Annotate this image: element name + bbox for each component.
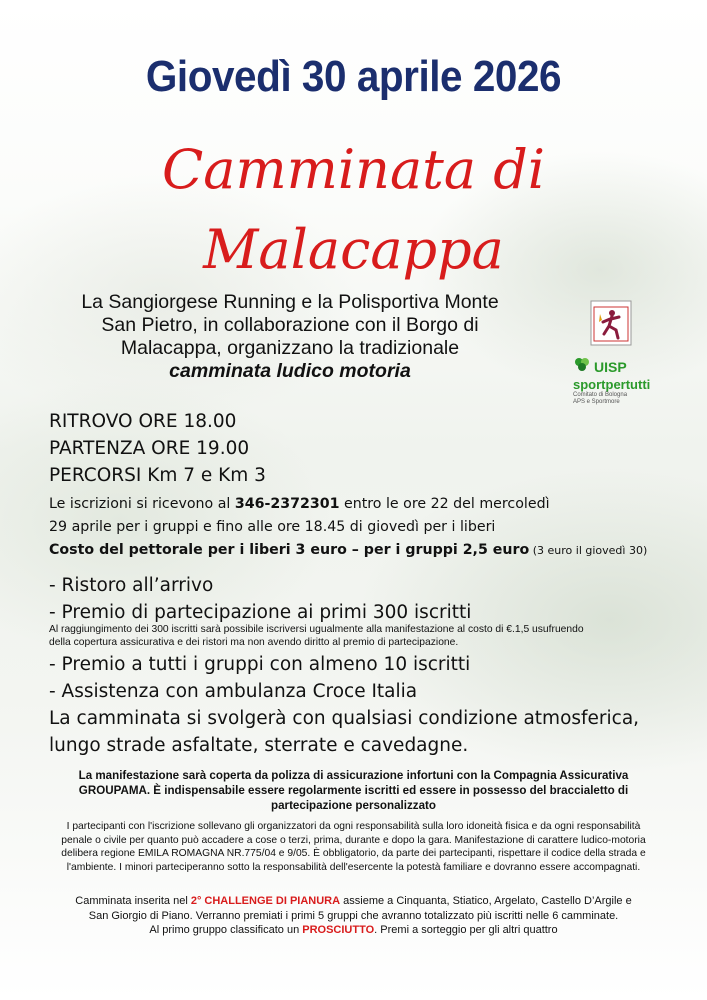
challenge-notice <box>30 894 677 938</box>
service-ambulanza: - Assistenza con ambulanza Croce Italia <box>49 681 418 702</box>
registration-block <box>49 493 679 562</box>
price-note: (3 euro il giovedì 30) <box>529 544 648 557</box>
intro-line1: La Sangiorgese Running e la Polisportiva Monte <box>81 291 499 313</box>
event-title-line1: Camminata di <box>161 138 546 201</box>
schedule-block <box>49 408 679 489</box>
insurance-notice <box>30 768 677 813</box>
uisp-sportpertutti: sportpertutti <box>573 377 651 392</box>
event-title-line2: Malacappa <box>203 218 504 281</box>
insurance-line2: GROUPAMA. È indispensabile essere regolarmente iscritti ed essere in possesso del braccialetto di <box>78 784 629 797</box>
intro-paragraph <box>40 291 540 383</box>
challenge-line1: Camminata inserita nel 2° CHALLENGE DI PIANURA assieme a Cinquanta, Stiatico, Argelato, Castello D’Argile e <box>75 895 632 907</box>
disclaimer-line2: penale o civile per quanto può accadere a cose o terzi, prima, durante e dopo la gara. Manifestazione di carattere ludico-motoria <box>61 834 646 846</box>
challenge-line2: San Giorgio di Piano. Verranno premiati i primi 5 gruppi che avranno totalizzato più iscritti nelle 6 camminate. <box>88 909 619 922</box>
service-gruppi: - Premio a tutti i gruppi con almeno 10 iscritti <box>49 654 471 675</box>
uisp-wordmark: UISP <box>594 358 627 375</box>
insurance-line3: partecipazione personalizzato <box>271 799 436 812</box>
running-club-logo <box>590 300 632 346</box>
intro-line2: San Pietro, in collaborazione con il Borgo di <box>101 314 479 336</box>
disclaimer-line1: I partecipanti con l'iscrizione sollevano gli organizzatori da ogni responsabilità sulla loro idoneità fisica e da ogni responsabilità <box>66 821 641 832</box>
uisp-subtitle-2: APS e Sportmore <box>573 399 620 405</box>
registration-line2: 29 aprile per i gruppi e fino alle ore 18.45 di giovedì per i liberi <box>49 519 496 535</box>
weather-line1: La camminata si svolgerà con qualsiasi condizione atmosferica, <box>49 708 640 729</box>
price-text: Costo del pettorale per i liberi 3 euro – per i gruppi 2,5 euro <box>49 542 530 558</box>
event-date: Giovedì 30 aprile 2026 <box>145 52 562 101</box>
service-premio: - Premio di partecipazione ai primi 300 iscritti <box>49 602 472 623</box>
challenge-line3: Al primo gruppo classificato un PROSCIUTTO. Premi a sorteggio per gli altri quattro <box>149 924 558 936</box>
price-line <box>49 539 679 562</box>
registration-line1: Le iscrizioni si ricevono al 346-2372301 entro le ore 22 del mercoledì <box>49 496 550 512</box>
premio-note-1: Al raggiungimento dei 300 iscritti sarà possibile iscriversi ugualmente alla manifestazione al costo di €.1,5 usufruendo <box>49 624 584 635</box>
weather-line2: lungo strade asfaltate, sterrate e cavedagne. <box>49 735 469 756</box>
uisp-flower-icon <box>573 356 591 377</box>
prize-name: PROSCIUTTO <box>302 924 375 936</box>
intro-line3: Malacappa, organizzano la tradizionale <box>120 337 460 359</box>
uisp-logo <box>573 356 663 406</box>
disclaimer-line4: l'ambiente. I minori parteciperanno sotto la responsabilità dell'esercente la potestà familiare e dovranno essere accompagnati. <box>66 861 641 873</box>
percorsi: PERCORSI Km 7 e Km 3 <box>49 465 266 486</box>
uisp-subtitle-1: Comitato di Bologna <box>573 392 628 398</box>
ritrovo-time: RITROVO ORE 18.00 <box>49 411 237 432</box>
services-block <box>49 572 679 759</box>
challenge-name: 2° CHALLENGE DI PIANURA <box>190 895 341 907</box>
insurance-line1: La manifestazione sarà coperta da polizza di assicurazione infortuni con la Compagnia Assicurativa <box>78 769 629 782</box>
partenza-time: PARTENZA ORE 19.00 <box>49 438 250 459</box>
intro-emphasis: camminata ludico motoria <box>169 360 411 382</box>
disclaimer-line3: delibera regione EMILA ROMAGNA NR.775/04 e 9/05. È obbligatorio, da parte dei partecipanti, rispettare il codice della strada e <box>61 848 646 859</box>
service-ristoro: - Ristoro all’arrivo <box>49 575 214 596</box>
phone-number: 346-2372301 <box>234 496 340 512</box>
premio-note-2: della copertura assicurativa e dei ristori ma non avendo diritto al premio di partecipazione. <box>49 637 459 648</box>
disclaimer-notice <box>30 820 677 874</box>
